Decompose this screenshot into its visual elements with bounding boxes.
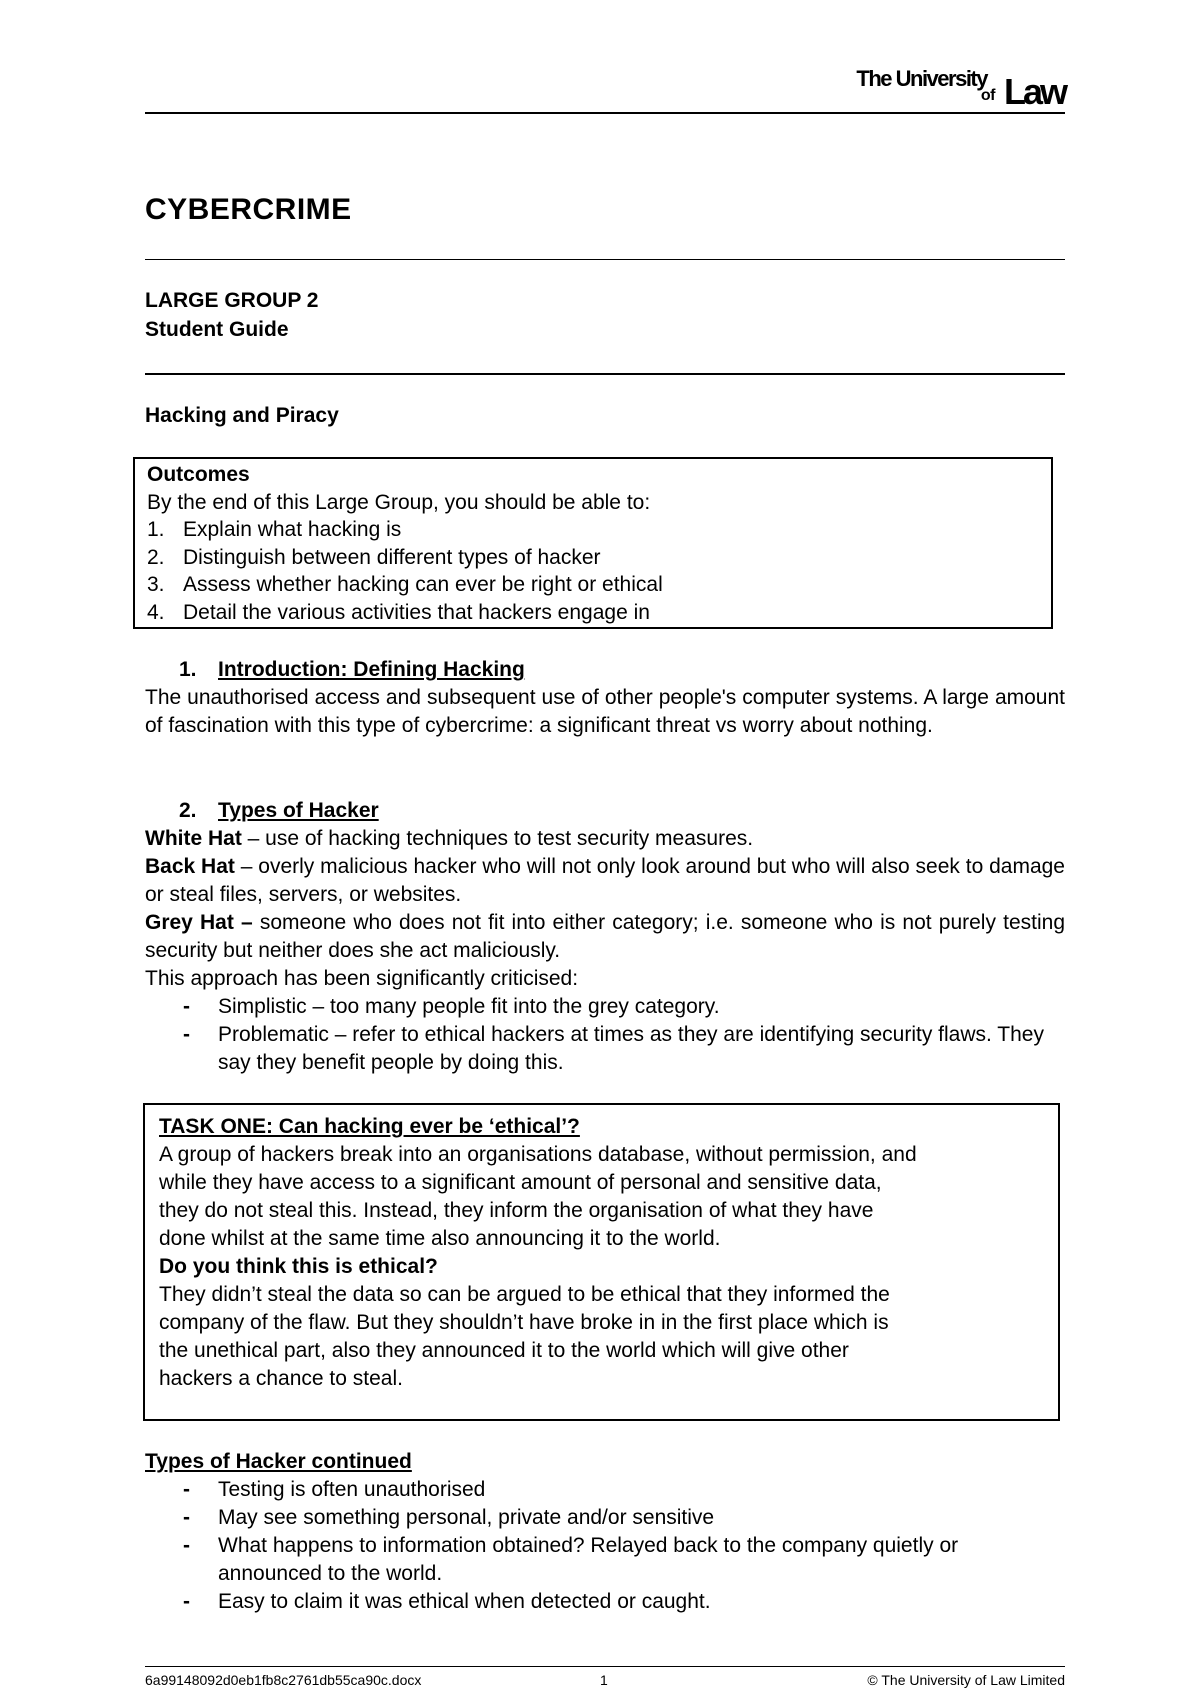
task-box xyxy=(143,1103,1060,1421)
outcome-text: Explain what hacking is xyxy=(183,518,402,541)
outcomes-intro: By the end of this Large Group, you should be able to: xyxy=(147,490,651,514)
footer-rule xyxy=(145,1666,1065,1667)
guide-label: Student Guide xyxy=(145,318,289,341)
title-rule xyxy=(145,259,1065,260)
outcome-number: 4. xyxy=(147,600,165,624)
criticism-text: This approach has been significantly criticised: xyxy=(145,967,579,990)
header-rule xyxy=(145,112,1065,114)
outcome-number: 3. xyxy=(147,573,165,596)
list-item: - May see something personal, private and/or sensitive xyxy=(145,1504,1065,1532)
list-item: - Easy to claim it was ethical when detected or caught. xyxy=(145,1588,1065,1616)
outcomes-heading: Outcomes xyxy=(147,463,250,486)
section-rule xyxy=(145,373,1065,375)
group-label: LARGE GROUP 2 xyxy=(145,289,319,312)
section-title: Types of Hacker xyxy=(218,799,379,822)
topic-heading: Hacking and Piracy xyxy=(145,404,339,427)
logo-text-university: The University xyxy=(856,66,987,91)
footer-copyright: © The University of Law Limited xyxy=(867,1672,1065,1688)
university-logo xyxy=(855,64,1065,112)
task-line: they do not steal this. Instead, they inform the organisation of what they have xyxy=(159,1199,874,1222)
section-title: Introduction: Defining Hacking xyxy=(218,658,525,681)
outcome-text: Assess whether hacking can ever be right or ethical xyxy=(183,573,663,596)
back-hat-label: Back Hat xyxy=(145,855,235,878)
footer-page-number: 1 xyxy=(600,1672,608,1688)
answer-line: company of the flaw. But they shouldn’t have broke in in the first place which is xyxy=(159,1311,889,1334)
logo-text-law: Law xyxy=(1003,71,1065,112)
outcome-item xyxy=(147,571,1039,599)
outcome-item xyxy=(147,544,1039,572)
outcome-item xyxy=(147,516,1039,544)
answer-line: They didn’t steal the data so can be argued to be ethical that they informed the xyxy=(159,1283,890,1306)
outcome-text: Distinguish between different types of hacker xyxy=(183,545,601,569)
task-question: Do you think this is ethical? xyxy=(159,1255,438,1278)
task-line: while they have access to a significant amount of personal and sensitive data, xyxy=(159,1171,882,1194)
outcome-number: 1. xyxy=(147,518,165,541)
document-title: CYBERCRIME xyxy=(145,193,352,226)
outcome-text: Detail the various activities that hackers engage in xyxy=(183,600,650,624)
section-introduction xyxy=(145,656,1065,740)
white-hat-text: – use of hacking techniques to test security measures. xyxy=(241,827,754,850)
back-hat-text: – overly malicious hacker who will not only look around but who will also seek to damage or steal files, servers, or websites. xyxy=(145,855,1065,906)
section-heading: Types of Hacker continued xyxy=(145,1450,412,1473)
grey-hat-label: Grey Hat – xyxy=(145,911,253,934)
outcome-number: 2. xyxy=(147,545,165,569)
answer-line: hackers a chance to steal. xyxy=(159,1367,403,1390)
grey-hat-paragraph xyxy=(145,909,1065,965)
section-heading xyxy=(145,656,1065,684)
grey-hat-text: someone who does not fit into either category; i.e. someone who is not purely testing security but neither does she act maliciously. xyxy=(145,911,1065,962)
section-types-continued xyxy=(145,1448,1065,1616)
list-item: - Testing is often unauthorised xyxy=(145,1476,1065,1504)
section-number: 2. xyxy=(179,799,197,822)
list-item: - What happens to information obtained? Relayed back to the company quietly or announced to the world. xyxy=(145,1532,1065,1588)
outcome-item xyxy=(147,599,1039,627)
section-number: 1. xyxy=(179,658,197,681)
list-item: - Problematic – refer to ethical hackers at times as they are identifying security flaws. They say they benefit people by doing this. xyxy=(145,1021,1065,1077)
section-heading xyxy=(145,797,1065,825)
outcomes-box xyxy=(133,457,1053,629)
task-line: done whilst at the same time also announcing it to the world. xyxy=(159,1227,721,1250)
white-hat-label: White Hat xyxy=(145,827,242,850)
footer-filename: 6a99148092d0eb1fb8c2761db55ca90c.docx xyxy=(145,1672,422,1688)
answer-line: the unethical part, also they announced it to the world which will give other xyxy=(159,1339,849,1362)
logo-text-of: of xyxy=(980,87,995,104)
section-types-of-hacker xyxy=(145,797,1065,1077)
back-hat-paragraph xyxy=(145,853,1065,909)
task-line: A group of hackers break into an organisations database, without permission, and xyxy=(159,1143,917,1166)
list-item: - Simplistic – too many people fit into the grey category. xyxy=(145,993,1065,1021)
section-body: The unauthorised access and subsequent use of other people's computer systems. A large amount of fascination with this type of cybercrime: a significant threat vs worry about nothing. xyxy=(145,686,1065,737)
white-hat-paragraph xyxy=(145,825,1065,853)
task-heading: TASK ONE: Can hacking ever be ‘ethical’? xyxy=(159,1115,580,1138)
